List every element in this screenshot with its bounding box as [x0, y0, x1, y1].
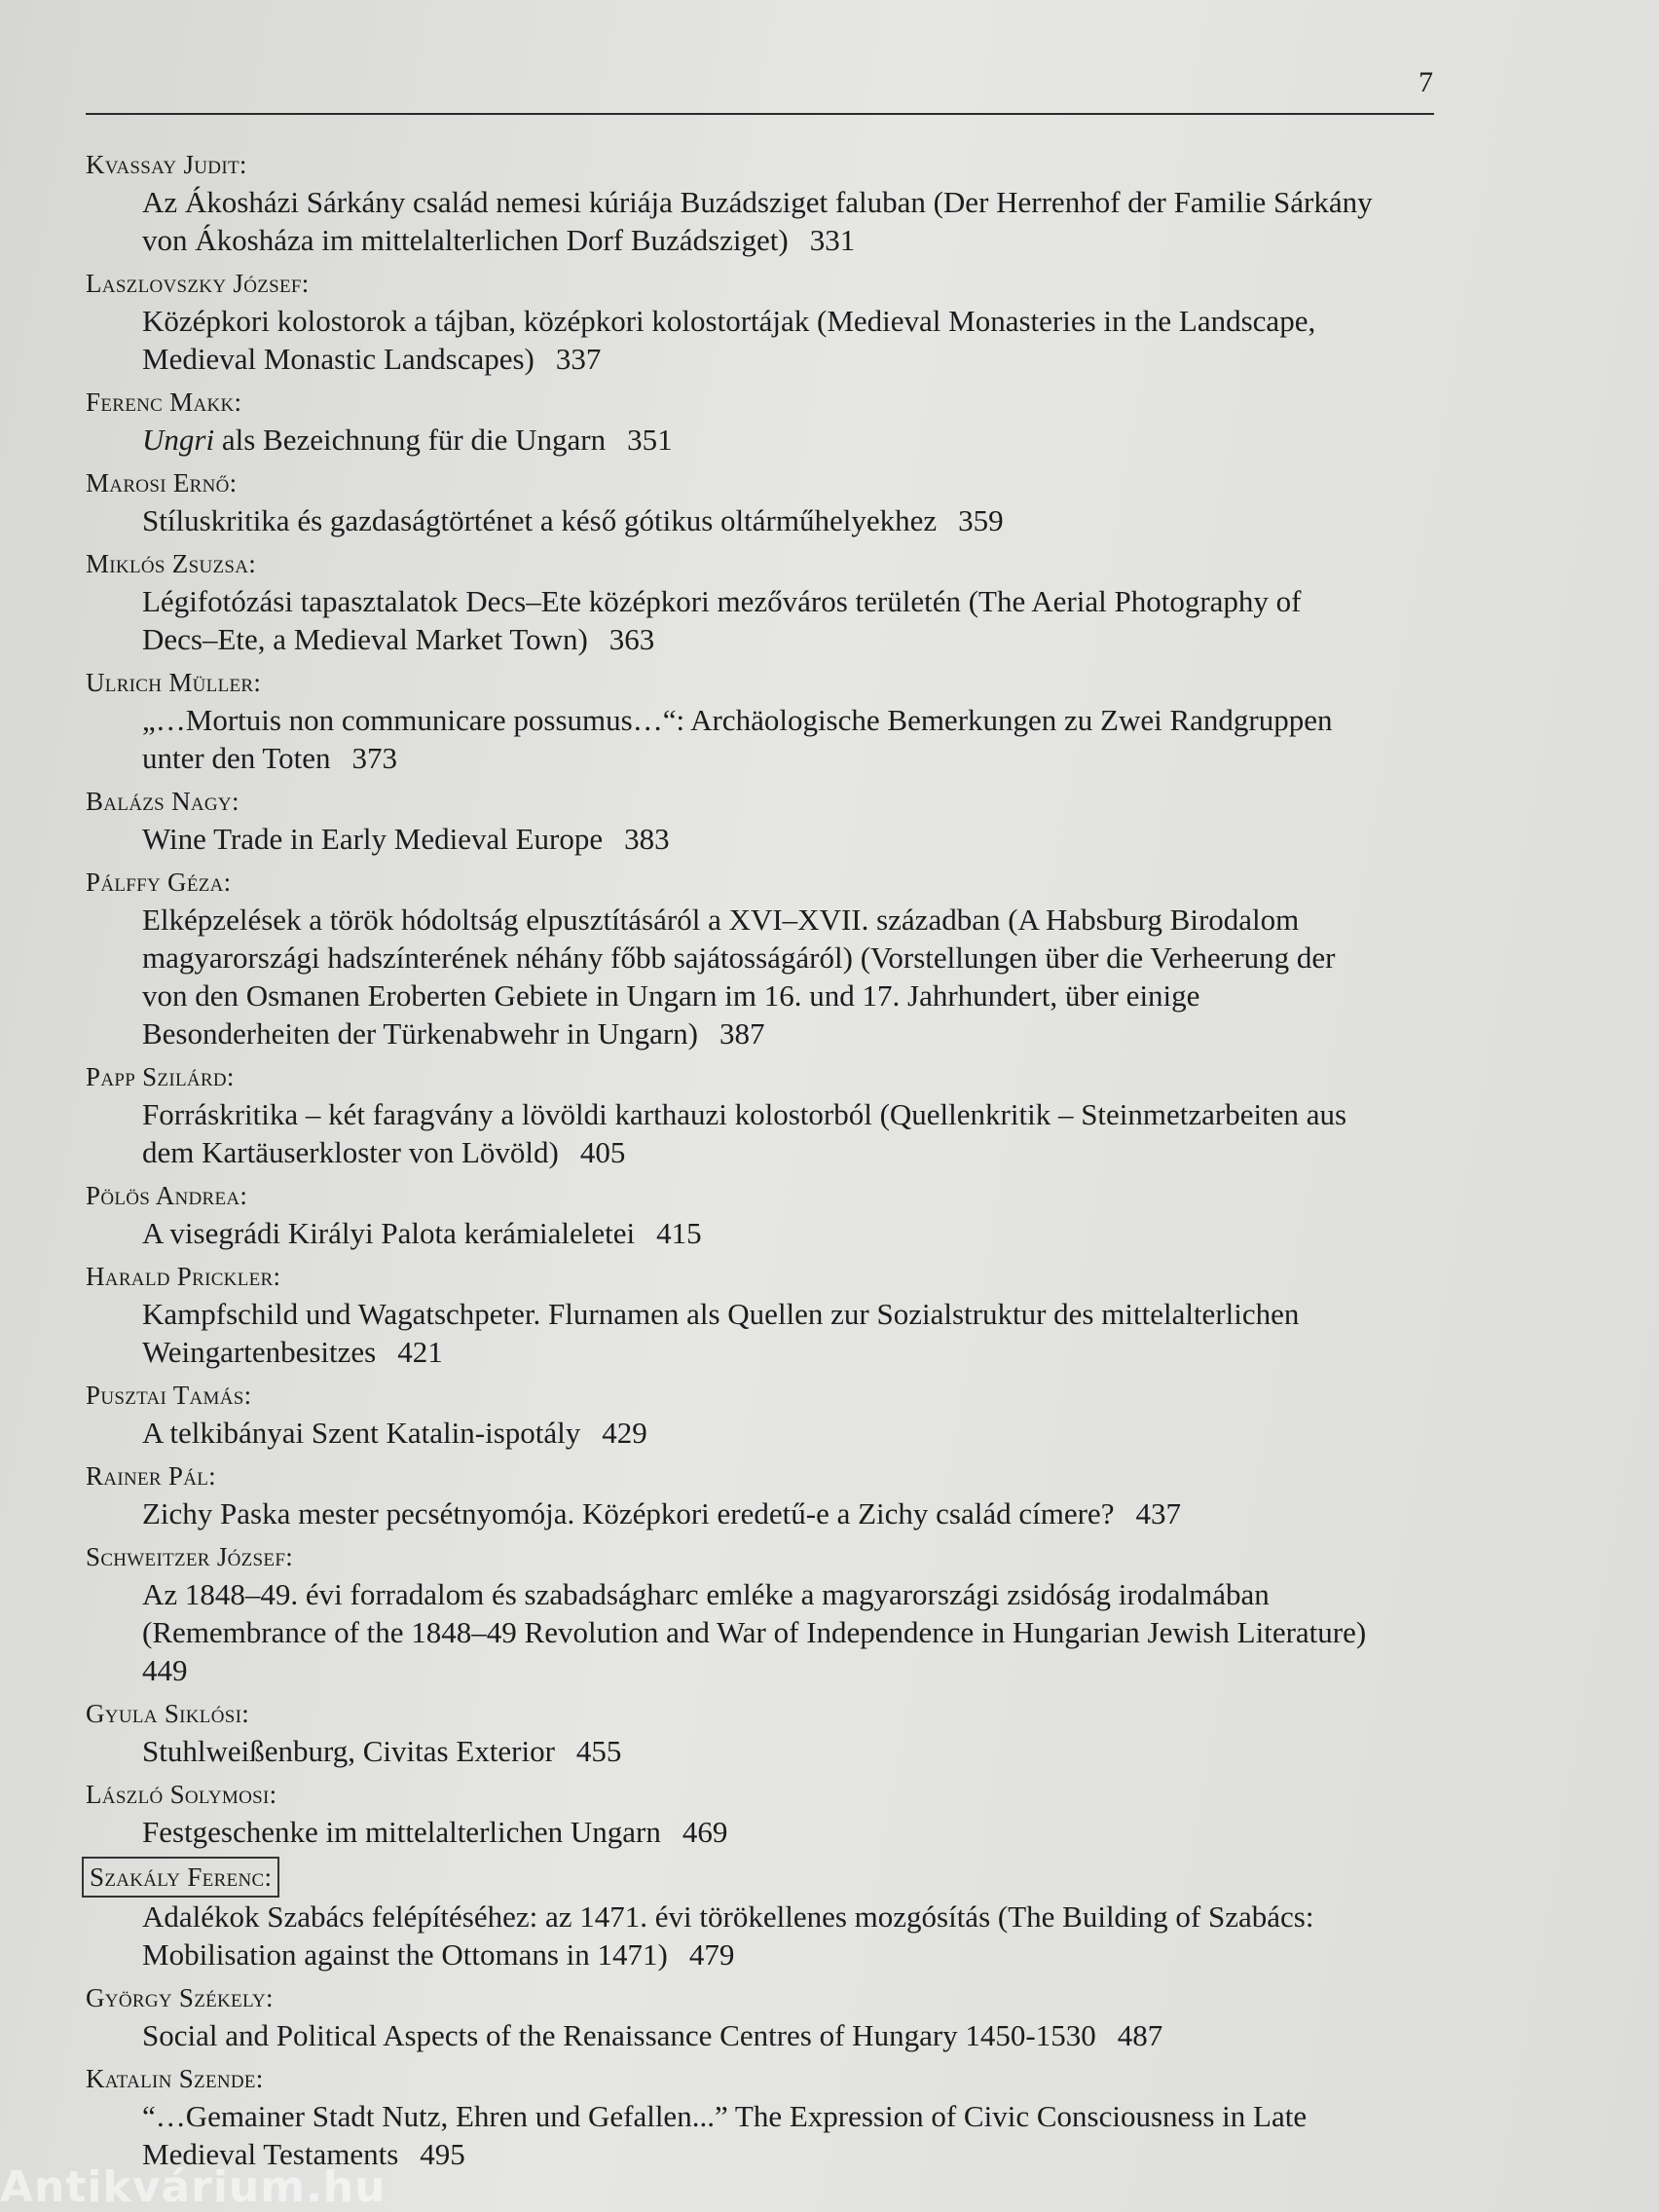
entry-title-line: „…Mortuis non communicare possumus…“: Archäologische Bemerkungen zu Zwei Randgruppen: [142, 703, 1333, 737]
toc-entry: [86, 1857, 1449, 1973]
entry-author: Gyula Siklósi:: [86, 1699, 250, 1728]
toc-entry: [86, 2060, 1449, 2173]
entry-author: György Székely:: [86, 1983, 274, 2012]
entry-author: Laszlovszky József:: [86, 269, 310, 298]
entry-page-number: 487: [1117, 2018, 1163, 2052]
entry-title-line: “…Gemainer Stadt Nutz, Ehren und Gefallen...” The Expression of Civic Consciousness in Late: [142, 2099, 1308, 2133]
entry-page-number: 421: [397, 1335, 443, 1369]
entry-author: Miklós Zsuzsa:: [86, 549, 257, 578]
entry-title-line: Mobilisation against the Ottomans in 1471) 479: [142, 1937, 735, 1972]
toc-entry: [86, 1377, 1449, 1452]
entry-title-line: von den Osmanen Eroberten Gebiete in Ungarn im 16. und 17. Jahrhundert, über einige: [142, 978, 1200, 1013]
entry-title-line: Medieval Testaments 495: [142, 2137, 465, 2171]
entry-title-line: Légifotózási tapasztalatok Decs–Ete középkori mezőváros területén (The Aerial Photography of: [142, 584, 1302, 618]
entry-title-line: [86, 1652, 1449, 1689]
toc-entry: [86, 384, 1449, 459]
entry-author: Pálffy Géza:: [86, 867, 232, 897]
entry-author: Marosi Ernő:: [86, 468, 238, 498]
entry-title-line: Medieval Monastic Landscapes) 337: [142, 342, 602, 376]
entry-title-line: Stuhlweißenburg, Civitas Exterior 455: [142, 1734, 622, 1768]
entry-page-number: 363: [608, 622, 655, 656]
entry-title-line: magyarországi hadszínterének néhány főbb sajátosságáról) (Vorstellungen über die Verheerung der: [142, 940, 1336, 975]
toc-entry: [86, 1979, 1449, 2054]
toc-entry: [86, 1538, 1449, 1689]
entry-title-line: Decs–Ete, a Medieval Market Town) 363: [142, 622, 655, 656]
entry-title-italic: Ungri: [142, 423, 215, 457]
toc-entry: [86, 1457, 1449, 1532]
entry-title-line: Wine Trade in Early Medieval Europe 383: [142, 822, 670, 856]
entry-page-number: 359: [958, 503, 1004, 537]
table-of-contents: [86, 146, 1449, 2179]
entry-page-number: 337: [555, 342, 602, 376]
entry-title-line: Elképzelések a török hódoltság elpusztításáról a XVI–XVII. században (A Habsburg Birodalom: [142, 903, 1300, 937]
toc-entry: [86, 265, 1449, 378]
toc-entry: [86, 1776, 1449, 1851]
entry-title-line: Középkori kolostorok a tájban, középkori kolostortájak (Medieval Monasteries in the Landscape,: [142, 304, 1316, 338]
toc-entry: [86, 664, 1449, 777]
toc-entry: [86, 1695, 1449, 1770]
entry-page-number: 495: [420, 2137, 465, 2171]
entry-page-number: 469: [682, 1815, 728, 1849]
entry-title-line: unter den Toten 373: [142, 741, 398, 775]
entry-title-line: Stíluskritika és gazdaságtörténet a késő gótikus oltárműhelyekhez 359: [142, 503, 1004, 537]
toc-entry: [86, 464, 1449, 539]
entry-author: Pusztai Tamás:: [86, 1381, 252, 1410]
entry-title-line: A visegrádi Királyi Palota kerámialeletei 415: [142, 1216, 702, 1250]
entry-author: Balázs Nagy:: [86, 787, 240, 816]
entry-page-number: 449: [142, 1653, 188, 1687]
entry-page-number: 415: [656, 1216, 702, 1250]
entry-author: Ulrich Müller:: [86, 668, 262, 697]
toc-entry: [86, 1177, 1449, 1252]
entry-title-line: Besonderheiten der Türkenabwehr in Ungarn) 387: [142, 1016, 765, 1051]
entry-author: Harald Prickler:: [86, 1262, 281, 1291]
entry-page-number: 405: [579, 1135, 626, 1169]
entry-title-line: dem Kartäuserkloster von Lövöld) 405: [142, 1135, 626, 1169]
entry-page-number: 437: [1135, 1496, 1181, 1530]
entry-page-number: 351: [627, 423, 673, 457]
entry-title-line: Zichy Paska mester pecsétnyomója. Középkori eredetű-e a Zichy család címere? 437: [142, 1496, 1181, 1530]
toc-entry: [86, 545, 1449, 658]
entry-page-number: 383: [624, 822, 670, 856]
entry-title-line: Adalékok Szabács felépítéséhez: az 1471. évi törökellenes mozgósítás (The Building of Szabács:: [142, 1899, 1314, 1934]
entry-page-number: 455: [575, 1734, 622, 1768]
watermark-text: Antikvárium.hu: [0, 2162, 387, 2212]
toc-entry: [86, 146, 1449, 259]
toc-entry: [86, 1058, 1449, 1171]
toc-entry: [86, 783, 1449, 858]
entry-author: Papp Szilárd:: [86, 1062, 235, 1091]
entry-title-line: Kampfschild und Wagatschpeter. Flurnamen als Quellen zur Sozialstruktur des mittelalterlichen: [142, 1297, 1300, 1331]
entry-author-highlighted: Szakály Ferenc:: [82, 1857, 279, 1898]
toc-entry: [86, 1258, 1449, 1371]
entry-page-number: 429: [602, 1416, 647, 1450]
entry-author: Pölös Andrea:: [86, 1181, 248, 1210]
entry-page-number: 373: [351, 741, 398, 775]
entry-title-line: (Remembrance of the 1848–49 Revolution and War of Independence in Hungarian Jewish Literature): [142, 1615, 1367, 1649]
entry-page-number: 479: [688, 1937, 735, 1972]
entry-author: Schweitzer József:: [86, 1542, 293, 1571]
entry-page-number: 331: [809, 223, 856, 257]
entry-author: László Solymosi:: [86, 1780, 277, 1809]
entry-page-number: 387: [719, 1016, 765, 1051]
header-rule: [86, 113, 1434, 115]
entry-title-line: Ungri als Bezeichnung für die Ungarn 351: [142, 423, 673, 457]
entry-title-line: Az Ákosházi Sárkány család nemesi kúriája Buzádsziget faluban (Der Herrenhof der Familie Sárkány: [142, 185, 1373, 219]
entry-author: Katalin Szende:: [86, 2064, 264, 2093]
entry-author: Rainer Pál:: [86, 1461, 216, 1491]
entry-author: Kvassay Judit:: [86, 150, 247, 179]
entry-title-line: von Ákosháza im mittelalterlichen Dorf Buzádsziget) 331: [142, 223, 856, 257]
entry-title-line: Weingartenbesitzes 421: [142, 1335, 443, 1369]
toc-entry: [86, 864, 1449, 1052]
entry-title-line: Festgeschenke im mittelalterlichen Ungarn 469: [142, 1815, 728, 1849]
page-number: 7: [1419, 66, 1433, 98]
entry-author: Ferenc Makk:: [86, 387, 242, 417]
entry-title-line: Forráskritika – két faragvány a lövöldi karthauzi kolostorból (Quellenkritik – Steinmetzarbeiten aus: [142, 1097, 1347, 1131]
entry-title-line: Social and Political Aspects of the Renaissance Centres of Hungary 1450-1530 487: [142, 2018, 1163, 2052]
entry-title-line: A telkibányai Szent Katalin-ispotály 429: [142, 1416, 647, 1450]
entry-title-line: Az 1848–49. évi forradalom és szabadságharc emléke a magyarországi zsidóság irodalmában: [142, 1577, 1270, 1611]
